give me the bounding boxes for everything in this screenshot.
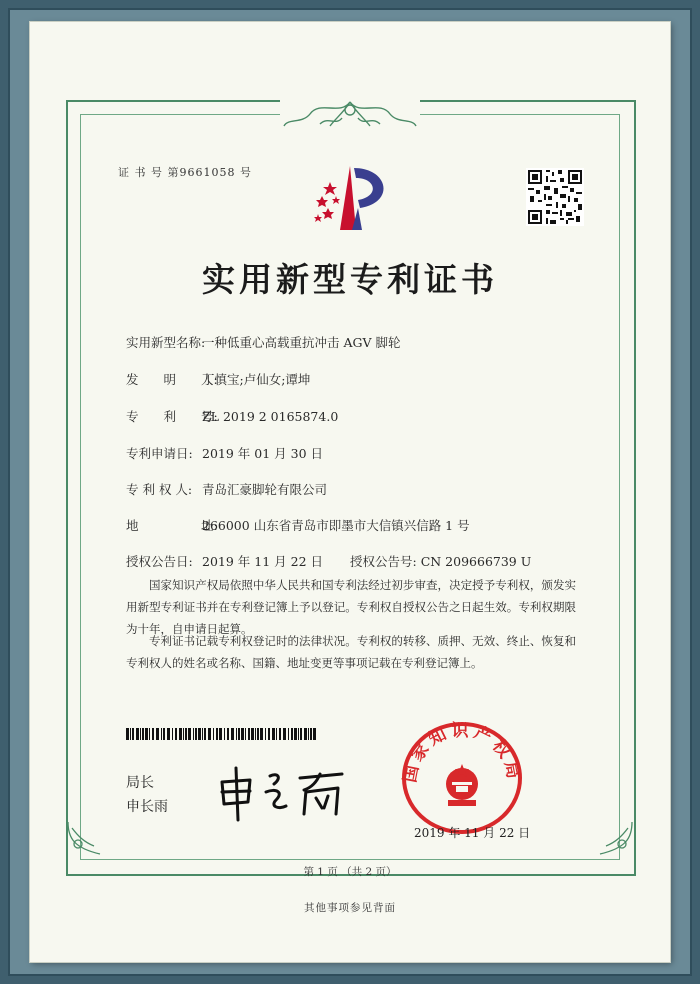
official-seal-icon [398, 718, 526, 836]
field-grant-date: 授权公告日: 2019 年 11 月 22 日 [126, 554, 323, 569]
svg-text:国家知识产权局: 国家知识产权局 [400, 721, 524, 785]
field-utility-model-name: 实用新型名称:一种低重心高载重抗冲击 AGV 脚轮 [126, 335, 401, 350]
field-patent-holder: 专 利 权 人: 青岛汇豪脚轮有限公司 [126, 482, 328, 497]
field-filing-date: 专利申请日: 2019 年 01 月 30 日 [126, 446, 323, 461]
page-number: 第 1 页 （共 2 页） [303, 866, 397, 878]
legal-paragraph-1: 国家知识产权局依照中华人民共和国专利法经过初步审查，决定授予专利权，颁发实用新型专利证书并在专利登记簿上予以登记。专利权自授权公告之日起生效。专利权期限为十年，自申请日起算。 [126, 578, 576, 636]
field-patent-number: 专 利 号:ZL 2019 2 0165874.0 [126, 409, 339, 424]
corner-ornament-bl-icon [64, 818, 104, 858]
barcode-icon [126, 728, 316, 740]
director-name: 申长雨 [126, 799, 168, 815]
seal-date: 2019 年 11 月 22 日 [414, 826, 531, 840]
director-title: 局长 [126, 775, 154, 791]
field-address: 地 址:266000 山东省青岛市即墨市大信镇兴信路 1 号 [126, 518, 470, 533]
qr-code-icon [526, 168, 584, 226]
handwritten-signature [216, 762, 350, 822]
field-grant-number: 授权公告号: CN 209666739 U [350, 554, 532, 569]
certificate-title: 实用新型专利证书 [202, 260, 498, 299]
corner-ornament-br-icon [596, 818, 636, 858]
cnipa-logo-icon [300, 158, 400, 236]
legal-paragraph-2: 专利证书记载专利权登记时的法律状况。专利权的转移、质押、无效、终止、恢复和专利权人的姓名或名称、国籍、地址变更等事项记载在专利登记簿上。 [126, 634, 576, 670]
field-inventor: 发 明 人:丁慎宝;卢仙女;谭坤 [126, 372, 311, 387]
certificate-number: 证 书 号 第9661058 号 [118, 166, 252, 179]
back-side-note: 其他事项参见背面 [304, 902, 396, 914]
top-ornament-icon [280, 96, 420, 132]
